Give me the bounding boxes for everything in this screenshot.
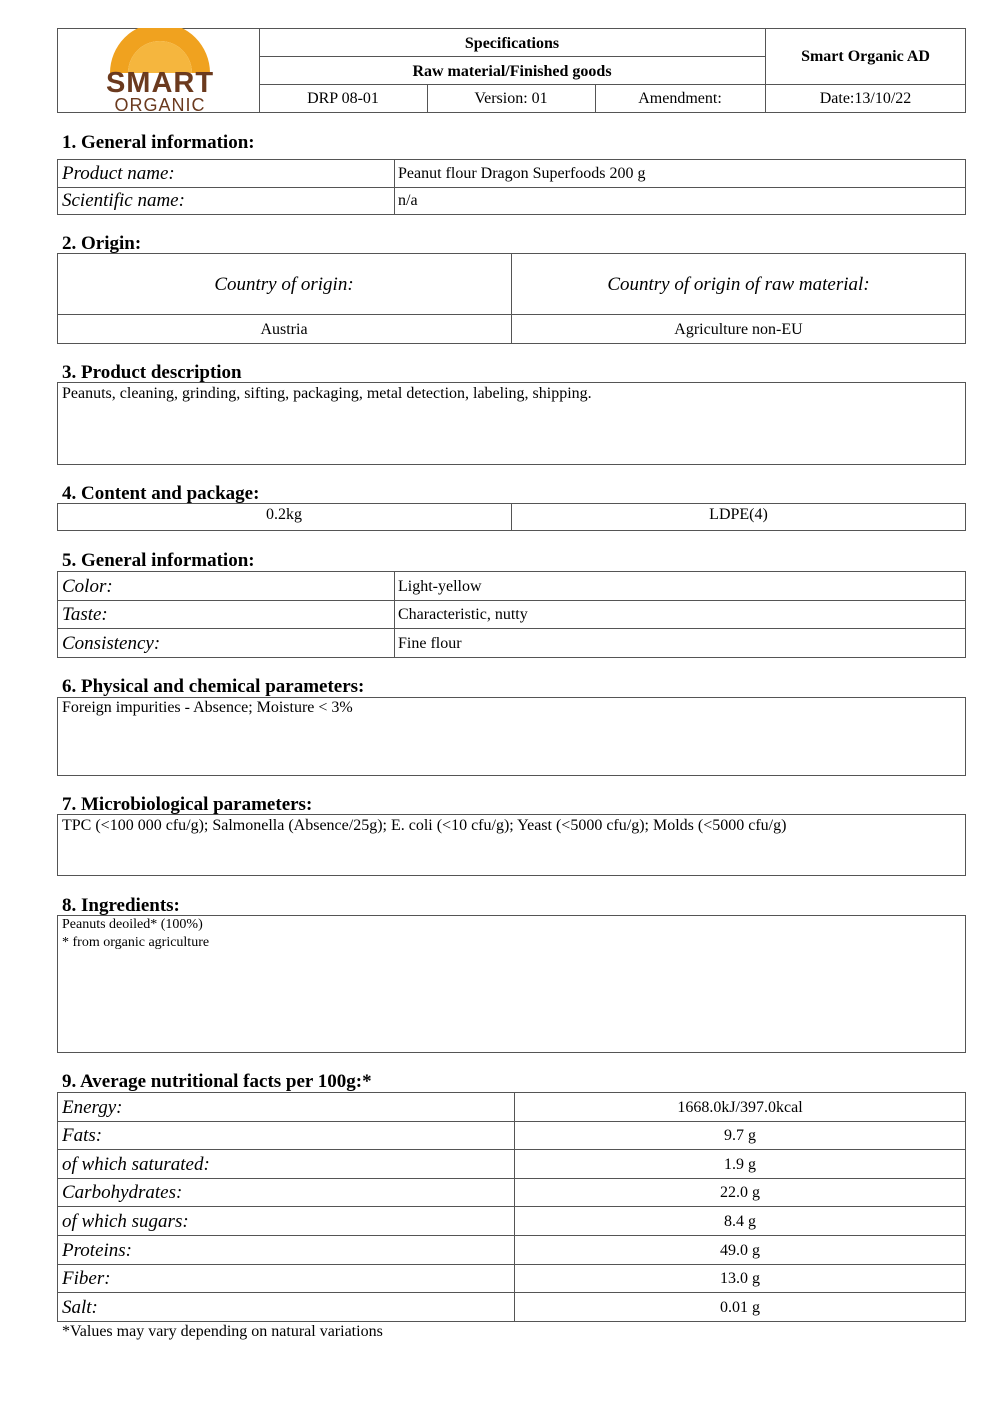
- section-3-title: 3. Product description: [62, 362, 242, 383]
- ingredients-line-1: Peanuts deoiled* (100%): [62, 917, 203, 932]
- product-description-text: Peanuts, cleaning, grinding, sifting, packaging, metal detection, labeling, shipping.: [62, 385, 592, 402]
- raw-material-origin-value: Agriculture non-EU: [674, 321, 803, 338]
- logo-text-organic: ORGANIC: [114, 95, 206, 115]
- doc-title: Specifications: [464, 35, 560, 52]
- nutrition-row-value: 49.0 g: [720, 1242, 760, 1259]
- section-9-title: 9. Average nutritional facts per 100g:*: [62, 1071, 372, 1092]
- nutrition-row-label: Energy:: [62, 1097, 123, 1118]
- scientific-name-label: Scientific name:: [62, 190, 185, 211]
- ingredients-line-2: * from organic agriculture: [62, 935, 210, 950]
- nutrition-row-label: Proteins:: [62, 1240, 133, 1261]
- section-7-title: 7. Microbiological parameters:: [62, 794, 313, 815]
- package-value: LDPE(4): [709, 506, 768, 523]
- section-8-title: 8. Ingredients:: [62, 895, 180, 916]
- doc-version: Version: 01: [474, 90, 548, 107]
- taste-label: Taste:: [62, 604, 108, 625]
- nutrition-row-label: Fats:: [62, 1125, 103, 1146]
- section-6-title: 6. Physical and chemical parameters:: [62, 676, 365, 697]
- consistency-label: Consistency:: [62, 633, 161, 654]
- logo-text-smart: SMART: [105, 67, 215, 99]
- doc-subtitle: Raw material/Finished goods: [412, 63, 612, 80]
- product-name-value: Peanut flour Dragon Superfoods 200 g: [398, 165, 646, 182]
- nutrition-row-label: Salt:: [62, 1297, 98, 1318]
- nutrition-row-label: of which saturated:: [62, 1154, 210, 1175]
- doc-date: Date:13/10/22: [819, 90, 912, 107]
- company-name: Smart Organic AD: [801, 48, 930, 65]
- content-value: 0.2kg: [266, 506, 302, 523]
- nutrition-row-label: of which sugars:: [62, 1211, 189, 1232]
- section-5-title: 5. General information:: [62, 550, 255, 571]
- country-of-origin-value: Austria: [260, 321, 308, 338]
- taste-value: Characteristic, nutty: [398, 606, 528, 623]
- nutrition-row-value: 1668.0kJ/397.0kcal: [677, 1099, 803, 1116]
- section-2-title: 2. Origin:: [62, 233, 142, 254]
- doc-amendment: Amendment:: [638, 90, 722, 107]
- country-of-origin-header: Country of origin:: [214, 274, 354, 295]
- raw-material-origin-header: Country of origin of raw material:: [607, 274, 870, 295]
- color-value: Light-yellow: [398, 578, 482, 595]
- nutrition-footnote: *Values may vary depending on natural variations: [62, 1323, 383, 1340]
- nutrition-row-label: Carbohydrates:: [62, 1182, 183, 1203]
- section-1-title: 1. General information:: [62, 132, 255, 153]
- nutrition-row-label: Fiber:: [62, 1268, 111, 1289]
- color-label: Color:: [62, 576, 113, 597]
- section-4-title: 4. Content and package:: [62, 483, 260, 504]
- nutrition-row-value: 22.0 g: [720, 1184, 760, 1201]
- nutrition-row-value: 13.0 g: [720, 1270, 760, 1287]
- scientific-name-value: n/a: [398, 192, 418, 209]
- doc-code: DRP 08-01: [307, 90, 379, 107]
- consistency-value: Fine flour: [398, 635, 462, 652]
- physchem-text: Foreign impurities - Absence; Moisture < 3%: [62, 699, 353, 716]
- nutrition-row-value: 9.7 g: [724, 1127, 756, 1144]
- nutrition-row-value: 8.4 g: [724, 1213, 756, 1230]
- company-logo: [100, 28, 220, 115]
- product-name-label: Product name:: [62, 163, 175, 184]
- nutrition-row-value: 1.9 g: [724, 1156, 756, 1173]
- microbiology-text: TPC (<100 000 cfu/g); Salmonella (Absence/25g); E. coli (<10 cfu/g); Yeast (<5000 cfu/g); Molds (<5000 cfu/g): [62, 817, 787, 834]
- nutrition-row-value: 0.01 g: [720, 1299, 760, 1316]
